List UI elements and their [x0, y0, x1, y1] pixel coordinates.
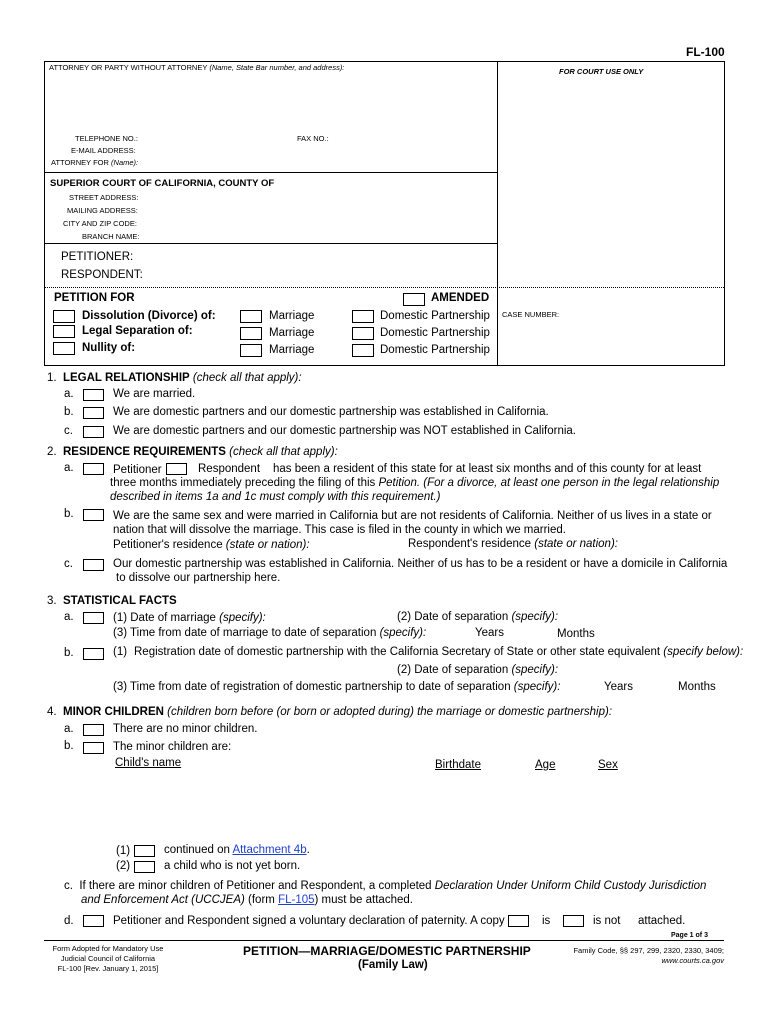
item-2c-line2: to dissolve our partnership here.: [116, 572, 281, 584]
years-label: Years: [475, 627, 504, 639]
street-label: STREET ADDRESS:: [69, 193, 139, 202]
marriage-label: Marriage: [269, 344, 315, 356]
form-subtitle: (Family Law): [358, 959, 428, 971]
item-1b-text: We are domestic partners and our domestic partnership was established in California.: [113, 406, 549, 418]
item-2a-line1: has been a resident of this state for at least six months and of this county for at least: [273, 463, 702, 475]
nullity-dp-checkbox[interactable]: [352, 344, 374, 357]
item-2b-label: b.: [64, 508, 74, 520]
amended-checkbox[interactable]: [403, 293, 425, 306]
item-4d-isnot-checkbox[interactable]: [563, 915, 584, 927]
separation-marriage-checkbox[interactable]: [240, 327, 262, 340]
courts-website: www.courts.ca.gov: [661, 956, 724, 965]
adoption-note: Form Adopted for Mandatory Use Judicial Council of California FL-100 [Rev. January 1, 2015]: [52, 944, 164, 973]
item-4d-isnot: is not: [593, 915, 621, 927]
city-label: CITY AND ZIP CODE:: [63, 219, 137, 228]
item-4b-checkbox[interactable]: [83, 742, 104, 754]
item-1c-checkbox[interactable]: [83, 426, 104, 438]
item-2c-line1: Our domestic partnership was established in California. Neither of us has to be a resident or have a domicile in California: [113, 558, 728, 570]
item-3a2: (2) Date of separation (specify):: [397, 611, 559, 623]
item-3a1: (1) Date of marriage (specify):: [113, 612, 266, 624]
item-2a-line2: three months immediately preceding the filing of this Petition. (For a divorce, at least one person in the legal relationship: [110, 477, 720, 489]
item-4b-text: The minor children are:: [113, 741, 232, 753]
family-code: Family Code, §§ 297, 299, 2320, 2330, 3409;: [573, 946, 724, 955]
col-sex: Sex: [598, 759, 618, 771]
page-number: Page 1 of 3: [671, 932, 708, 939]
years-label: Years: [604, 681, 633, 693]
item-1a-checkbox[interactable]: [83, 389, 104, 401]
item-4b1-text: continued on Attachment 4b.: [164, 844, 310, 856]
item-2a-respondent-checkbox[interactable]: [166, 463, 187, 475]
petition-for-title: PETITION FOR: [54, 292, 135, 304]
petitioner-label: PETITIONER:: [61, 251, 134, 263]
domestic-partnership-label: Domestic Partnership: [380, 327, 490, 339]
item-4b2-checkbox[interactable]: [134, 861, 155, 873]
fax-label: FAX NO.:: [297, 134, 329, 143]
respondent-label: RESPONDENT:: [61, 269, 143, 281]
nullity-label: Nullity of:: [82, 342, 136, 354]
item-3a-checkbox[interactable]: [83, 612, 104, 624]
item-2b-line2: nation that will dissolve the marriage. This case is filed in the county in which we married.: [113, 524, 566, 536]
item-4d-text: Petitioner and Respondent signed a voluntary declaration of paternity. A copy: [113, 915, 505, 927]
legal-separation-label: Legal Separation of:: [82, 325, 193, 337]
section-4-heading: 4. MINOR CHILDREN (children born before (or born or adopted during) the marriage or domestic partnership):: [47, 706, 613, 718]
item-2a-line3: described in items 1a and 1c must comply with this requirement.): [110, 491, 441, 503]
item-4a-text: There are no minor children.: [113, 723, 258, 735]
item-4c-line2: and Enforcement Act (UCCJEA) (form FL-105) must be attached.: [81, 894, 413, 906]
section-2-heading: 2. RESIDENCE REQUIREMENTS (check all that apply):: [47, 446, 338, 458]
section-3-heading: 3. STATISTICAL FACTS: [47, 595, 177, 607]
marriage-label: Marriage: [269, 327, 315, 339]
amended-label: AMENDED: [431, 292, 490, 304]
branch-label: BRANCH NAME:: [82, 232, 140, 241]
item-4b1-num: (1): [116, 845, 131, 857]
case-number-label: CASE NUMBER:: [502, 310, 560, 319]
item-2b-respondent-residence: Respondent's residence (state or nation):: [408, 538, 618, 550]
item-4d-is-checkbox[interactable]: [508, 915, 529, 927]
dissolution-checkbox[interactable]: [53, 310, 75, 323]
item-2a-respondent: Respondent: [198, 463, 261, 475]
item-4a-checkbox[interactable]: [83, 724, 104, 736]
item-3b-checkbox[interactable]: [83, 648, 104, 660]
item-4d-is: is: [542, 915, 551, 927]
item-2b-line1: We are the same sex and were married in California but are not residents of California. Neither of us lives in a state or: [113, 510, 712, 522]
separation-dp-checkbox[interactable]: [352, 327, 374, 340]
section-1-heading: 1. LEGAL RELATIONSHIP (check all that apply):: [47, 372, 302, 384]
mailing-label: MAILING ADDRESS:: [67, 206, 138, 215]
attachment-4b-link[interactable]: Attachment 4b: [232, 844, 307, 856]
item-4d-checkbox[interactable]: [83, 915, 104, 927]
court-title: SUPERIOR COURT OF CALIFORNIA, COUNTY OF: [50, 178, 275, 189]
nullity-marriage-checkbox[interactable]: [240, 344, 262, 357]
dissolution-marriage-checkbox[interactable]: [240, 310, 262, 323]
item-1b-label: b.: [64, 406, 74, 418]
item-2a-petitioner: Petitioner: [113, 464, 162, 476]
item-3b1: Registration date of domestic partnership with the California Secretary of State or other state equivalent (specify below):: [134, 646, 744, 658]
nullity-checkbox[interactable]: [53, 342, 75, 355]
item-2a-label: a.: [64, 462, 74, 474]
item-2a-checkbox[interactable]: [83, 463, 104, 475]
months-label: Months: [678, 681, 716, 693]
months-label: Months: [557, 628, 595, 640]
item-3b1-num: (1): [113, 646, 128, 658]
legal-separation-checkbox[interactable]: [53, 325, 75, 338]
col-child-name: Child's name: [115, 757, 182, 769]
col-age: Age: [535, 759, 556, 771]
item-4b2-num: (2): [116, 860, 131, 872]
fl-105-link[interactable]: FL-105: [278, 894, 315, 906]
telephone-label: TELEPHONE NO.:: [75, 134, 138, 143]
item-1c-text: We are domestic partners and our domestic partnership was NOT established in California.: [113, 425, 576, 437]
item-3b2: (2) Date of separation (specify):: [397, 664, 559, 676]
item-3b-label: b.: [64, 647, 74, 659]
domestic-partnership-label: Domestic Partnership: [380, 344, 490, 356]
form-title: PETITION—MARRIAGE/DOMESTIC PARTNERSHIP: [243, 944, 531, 958]
attorney-label: ATTORNEY OR PARTY WITHOUT ATTORNEY (Name, State Bar number, and address):: [49, 63, 345, 72]
dissolution-dp-checkbox[interactable]: [352, 310, 374, 323]
item-4b1-checkbox[interactable]: [134, 845, 155, 857]
court-use-label: FOR COURT USE ONLY: [559, 67, 644, 76]
item-1b-checkbox[interactable]: [83, 407, 104, 419]
item-1a-label: a.: [64, 388, 74, 400]
item-3a-label: a.: [64, 611, 74, 623]
item-4c-line1: c. If there are minor children of Petitioner and Respondent, a completed Declaration Under Uniform Child Custody Jurisdiction: [64, 880, 707, 892]
item-4a-label: a.: [64, 723, 74, 735]
item-1c-label: c.: [64, 425, 73, 437]
item-2c-checkbox[interactable]: [83, 559, 104, 571]
item-1a-text: We are married.: [113, 388, 196, 400]
attorney-for-label: ATTORNEY FOR (Name):: [51, 158, 139, 167]
domestic-partnership-label: Domestic Partnership: [380, 310, 490, 322]
item-2b-checkbox[interactable]: [83, 509, 104, 521]
form-number: FL-100: [686, 45, 725, 59]
marriage-label: Marriage: [269, 310, 315, 322]
col-birthdate: Birthdate: [435, 759, 482, 771]
item-4d-attached: attached.: [638, 915, 686, 927]
email-label: E-MAIL ADDRESS:: [71, 146, 136, 155]
item-2b-petitioner-residence: Petitioner's residence (state or nation):: [113, 539, 310, 551]
item-4b2-text: a child who is not yet born.: [164, 860, 301, 872]
item-4d-label: d.: [64, 915, 74, 927]
item-4b-label: b.: [64, 740, 74, 752]
item-3b3: (3) Time from date of registration of domestic partnership to date of separation (specify):: [113, 681, 561, 693]
item-3a3: (3) Time from date of marriage to date of separation (specify):: [113, 627, 427, 639]
item-2c-label: c.: [64, 558, 73, 570]
dissolution-label: Dissolution (Divorce) of:: [82, 310, 216, 322]
